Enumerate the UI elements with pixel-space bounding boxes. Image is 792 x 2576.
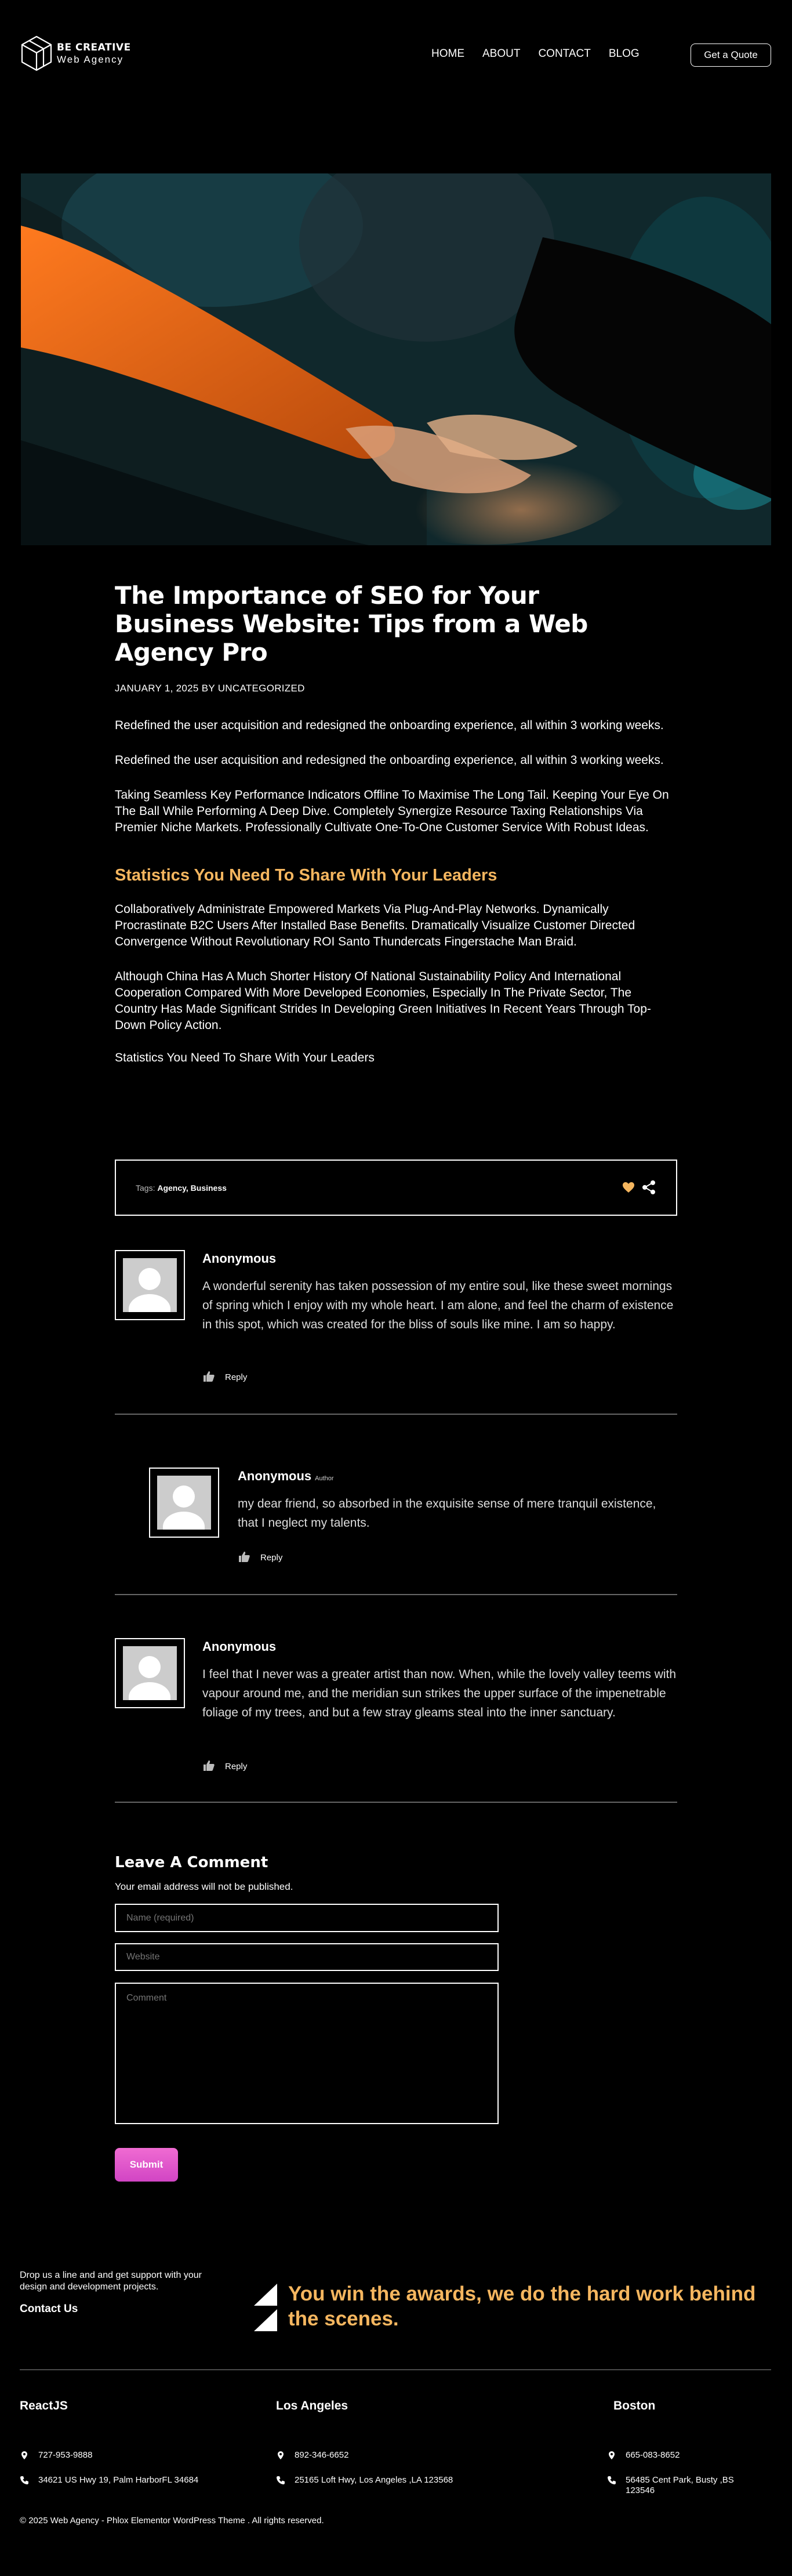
tags-label <box>136 1183 227 1193</box>
hero-image <box>21 173 771 545</box>
location-pin-icon <box>20 2451 29 2460</box>
comment-text: my dear friend, so absorbed in the exquisite sense of mere tranquil existence, that I neglect my talents. <box>238 1497 656 1530</box>
logo[interactable] <box>20 35 131 72</box>
author-badge: Author <box>315 1475 334 1482</box>
nav-contact[interactable]: CONTACT <box>538 48 591 60</box>
office-phone <box>607 2450 680 2461</box>
get-quote-button[interactable]: Get a Quote <box>691 44 771 67</box>
article-paragraph: Redefined the user acquisition and redesigned the onboarding experience, all within 3 working weeks. <box>115 753 664 767</box>
comment-author: Anonymous Author <box>238 1469 334 1483</box>
tags-values[interactable]: Agency, Business <box>157 1183 227 1193</box>
name-input[interactable] <box>115 1904 499 1932</box>
comment-author: Anonymous <box>202 1639 277 1654</box>
form-note: Your email address will not be published. <box>115 1881 293 1892</box>
address-text: 56485 Cent Park, Busty ,BS 123546 <box>626 2475 734 2495</box>
footer-slogan: You win the awards, we do the hard work behind the scenes. <box>288 2282 756 2330</box>
avatar <box>115 1250 185 1320</box>
location-pin-icon <box>276 2451 285 2460</box>
submit-button[interactable]: Submit <box>115 2148 178 2182</box>
phone-number[interactable]: 892-346-6652 <box>295 2450 349 2460</box>
phone-number[interactable]: 727-953-9888 <box>38 2450 93 2460</box>
office-address <box>20 2475 198 2486</box>
office-city: ReactJS <box>20 2399 68 2412</box>
logo-name: BE CREATIVE <box>57 41 131 53</box>
thumbs-up-icon[interactable] <box>202 1759 215 1772</box>
thumbs-up-icon[interactable] <box>238 1550 250 1563</box>
article-subheading: Statistics You Need To Share With Your Leaders <box>115 866 497 885</box>
office-address <box>276 2475 453 2486</box>
article-paragraph: Collaboratively Administrate Empowered Markets Via Plug-And-Play Networks. Dynamically Procrastinate B2C Users After Installed Base Benefits. Dramatically Visualize Customer Directed Convergence Without Revolutionary ROI Santo Thundercats Fingerstache Man Braid. <box>115 903 635 948</box>
triangles-decoration-icon <box>254 2284 277 2331</box>
form-title: Leave A Comment <box>115 1854 268 1871</box>
nav-home[interactable]: HOME <box>431 48 464 60</box>
office-phone <box>276 2450 348 2461</box>
address-text: 25165 Loft Hwy, Los Angeles ,LA 123568 <box>295 2475 453 2485</box>
comment-text: A wonderful serenity has taken possession of my entire soul, like these sweet mornings of spring which I enjoy with my whole heart. I am alone, and feel the charm of existence in this spot, which was created for the bliss of souls like mine. I am so happy. <box>202 1280 674 1331</box>
heart-icon[interactable] <box>622 1180 635 1194</box>
thumbs-up-icon[interactable] <box>202 1370 215 1383</box>
office-city: Boston <box>613 2399 656 2412</box>
reply-link[interactable]: Reply <box>260 1553 283 1563</box>
divider <box>115 1594 677 1595</box>
nav-blog[interactable]: BLOG <box>608 48 640 60</box>
phone-icon <box>276 2476 285 2485</box>
article-paragraph: Redefined the user acquisition and redesigned the onboarding experience, all within 3 working weeks. <box>115 719 664 732</box>
article-by: BY <box>201 683 215 694</box>
website-input[interactable] <box>115 1943 499 1971</box>
phone-icon <box>607 2476 616 2485</box>
divider <box>115 1802 677 1803</box>
reply-link[interactable]: Reply <box>225 1372 248 1382</box>
main-nav <box>431 48 657 60</box>
location-pin-icon <box>607 2451 616 2460</box>
article-date[interactable]: JANUARY 1, 2025 <box>115 683 199 694</box>
office-phone <box>20 2450 92 2461</box>
address-text: 34621 US Hwy 19, Palm HarborFL 34684 <box>38 2475 199 2485</box>
tags-prefix: Tags: <box>136 1183 155 1193</box>
article-paragraph: Although China Has A Much Shorter History Of National Sustainability Policy And International Cooperation Compared With More Developed Economies, Especially In The Private Sector, The Country Has Made Significant Strides In Developing Green Initiatives In Recent Years Through Top-Down Policy Action. <box>115 970 651 1032</box>
copyright: © 2025 Web Agency - Phlox Elementor WordPress Theme . All rights reserved. <box>20 2516 324 2526</box>
article <box>115 581 677 1066</box>
article-meta <box>115 683 677 694</box>
phone-icon <box>20 2476 29 2485</box>
office-city: Los Angeles <box>276 2399 348 2412</box>
office-address <box>607 2475 758 2496</box>
cube-logo-icon <box>20 35 53 72</box>
logo-tagline: Web Agency <box>57 53 124 65</box>
comment-author: Anonymous <box>202 1251 277 1266</box>
reply-link[interactable]: Reply <box>225 1762 248 1771</box>
share-icon[interactable] <box>641 1180 656 1195</box>
article-paragraph: Statistics You Need To Share With Your Leaders <box>115 1051 375 1064</box>
article-category[interactable]: UNCATEGORIZED <box>217 683 305 694</box>
phone-number[interactable]: 665-083-8652 <box>626 2450 680 2460</box>
comment-text: I feel that I never was a greater artist than now. When, while the lovely valley teems with vapour around me, and the meridian sun strikes the upper surface of the impenetrable foliage of my trees, and but a few stray gleams steal into the inner sanctuary. <box>202 1668 677 1719</box>
site-header <box>0 0 792 110</box>
tags-box <box>115 1160 677 1216</box>
avatar <box>149 1468 219 1538</box>
divider <box>115 1414 677 1415</box>
comment-textarea[interactable] <box>115 1983 499 2124</box>
nav-about[interactable]: ABOUT <box>482 48 521 60</box>
article-paragraph: Taking Seamless Key Performance Indicators Offline To Maximise The Long Tail. Keeping Your Eye On The Ball While Performing A Deep Dive. Completely Synergize Resource Taxing Relationships Via Premier Niche Markets. Professionally Cultivate One-To-One Customer Service With Robust Ideas. <box>115 788 669 834</box>
contact-us-link[interactable]: Contact Us <box>20 2303 78 2315</box>
avatar <box>115 1638 185 1708</box>
article-title: The Importance of SEO for Your Business Website: Tips from a Web Agency Pro <box>115 581 588 666</box>
footer-blurb: Drop us a line and and get support with your design and development projects. <box>20 2270 202 2292</box>
